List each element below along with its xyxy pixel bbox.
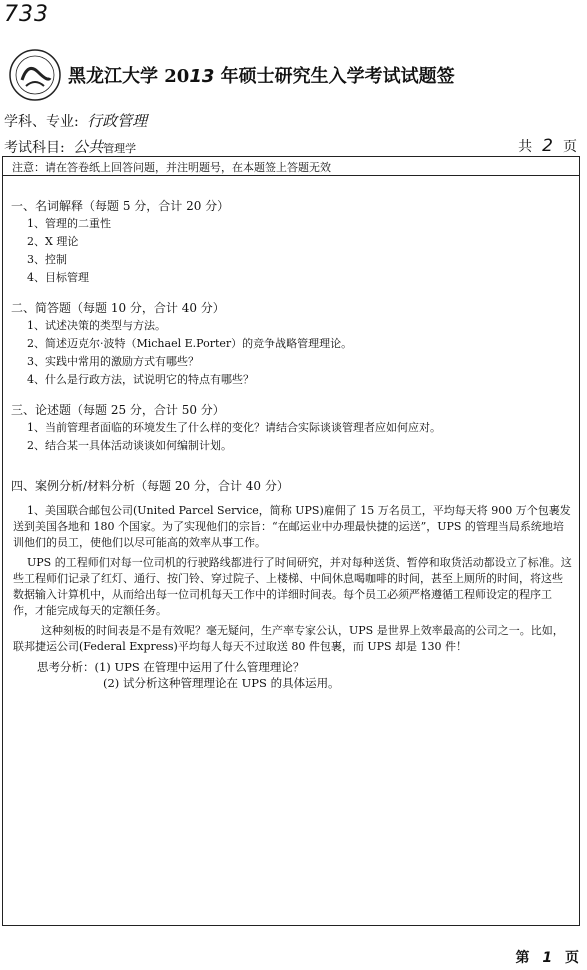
question-item: (1) UPS 在管理中运用了什么管理理论？: [94, 660, 305, 674]
section-item: 1、管理的二重性: [27, 217, 111, 230]
exam-value-hand: 公共: [73, 138, 104, 156]
case-paragraph: 这种刻板的时间表是不是有效呢？毫无疑问，生产率专家公认，UPS 是世界上效率最高的公司之一。比如，联邦捷运公司(Federal Express)平均每人每天不过取送 80 件包裹，而 UPS 却是 130 件！: [13, 624, 564, 653]
total-pages: [518, 136, 577, 156]
think-question: [37, 659, 304, 675]
total-prefix: 共: [518, 139, 533, 155]
section-item: 4、什么是行政方法，试说明它的特点有哪些？: [27, 373, 254, 386]
footer-page-number: 1: [542, 950, 553, 966]
section-item: 3、实践中常用的激励方式有哪些？: [27, 355, 199, 368]
question-item: (2) 试分析这种管理理论在 UPS 的具体运用。: [103, 676, 340, 690]
section-heading: 四、案例分析/材料分析（每题 20 分，合计 40 分）: [11, 479, 289, 493]
exam-value: 管理学: [103, 142, 137, 155]
subject-value: 行政管理: [87, 112, 148, 130]
title-before-year: 黑龙江大学 20: [68, 66, 190, 87]
footer-prefix: 第: [515, 950, 530, 966]
exam-code: 733: [4, 2, 49, 27]
section-heading: 三、论述题（每题 25 分，合计 50 分）: [11, 403, 225, 417]
case-paragraph: 1、美国联合邮包公司(United Parcel Service，简称 UPS)雇佣了 15 万名员工，平均每天将 900 万个包裹发送到美国各地和 180 个国家。为了实现他们的宗旨：“在邮运业中办理最快捷的运送”，UPS 的管理当局系统地培训他们的员工，使他们以尽可能高的效率从事工作。: [13, 504, 571, 549]
section-item: 3、控制: [27, 253, 67, 266]
notice-text: 注意：请在答卷纸上回答问题，并注明题号，在本题签上答题无效: [12, 161, 331, 174]
subject-label: 学科、专业:: [4, 114, 79, 130]
footer-suffix: 页: [565, 950, 579, 966]
section-item: 2、简述迈克尔·波特（Michael E.Porter）的竞争战略管理理论。: [27, 337, 353, 350]
title-after-year: 年硕士研究生入学考试试题签: [214, 66, 455, 87]
exam-label: 考试科目:: [4, 140, 65, 156]
page-footer: [516, 947, 580, 967]
section-item: 1、试述决策的类型与方法。: [27, 319, 166, 332]
case-paragraph: UPS 的工程师们对每一位司机的行驶路线都进行了时间研究，并对每种送货、暂停和取货活动都设立了标准。这些工程师们记录了红灯、通行、按门铃、穿过院子、上楼梯、中间休息喝咖啡的时间，甚至上厕所的时间，将这些数据输入计算机中，从而给出每一位司机每天工作中的详细时间表。每个员工必须严格遵循工程师设定的程序工作，才能完成每天的定额任务。: [13, 556, 572, 617]
notice-divider: [3, 175, 579, 176]
section-item: 1、当前管理者面临的环境发生了什么样的变化？请结合实际谈谈管理者应如何应对。: [27, 421, 441, 434]
total-suffix: 页: [563, 139, 577, 155]
section-item: 2、结合某一具体活动谈谈如何编制计划。: [27, 439, 232, 452]
total-pages-value: 2: [542, 136, 553, 156]
subject-field: [4, 110, 147, 131]
section-item: 4、目标管理: [27, 271, 89, 284]
section-item: 2、X 理论: [27, 235, 79, 248]
exam-title: [68, 62, 455, 88]
exam-subject-field: [4, 136, 136, 157]
university-seal-logo: [8, 48, 62, 102]
section-heading: 二、简答题（每题 10 分，合计 40 分）: [11, 301, 225, 315]
question-box: [2, 156, 580, 926]
think-label: 思考分析：: [37, 660, 95, 674]
section-heading: 一、名词解释（每题 5 分，合计 20 分）: [11, 199, 230, 213]
title-year-hand: 13: [189, 66, 215, 87]
